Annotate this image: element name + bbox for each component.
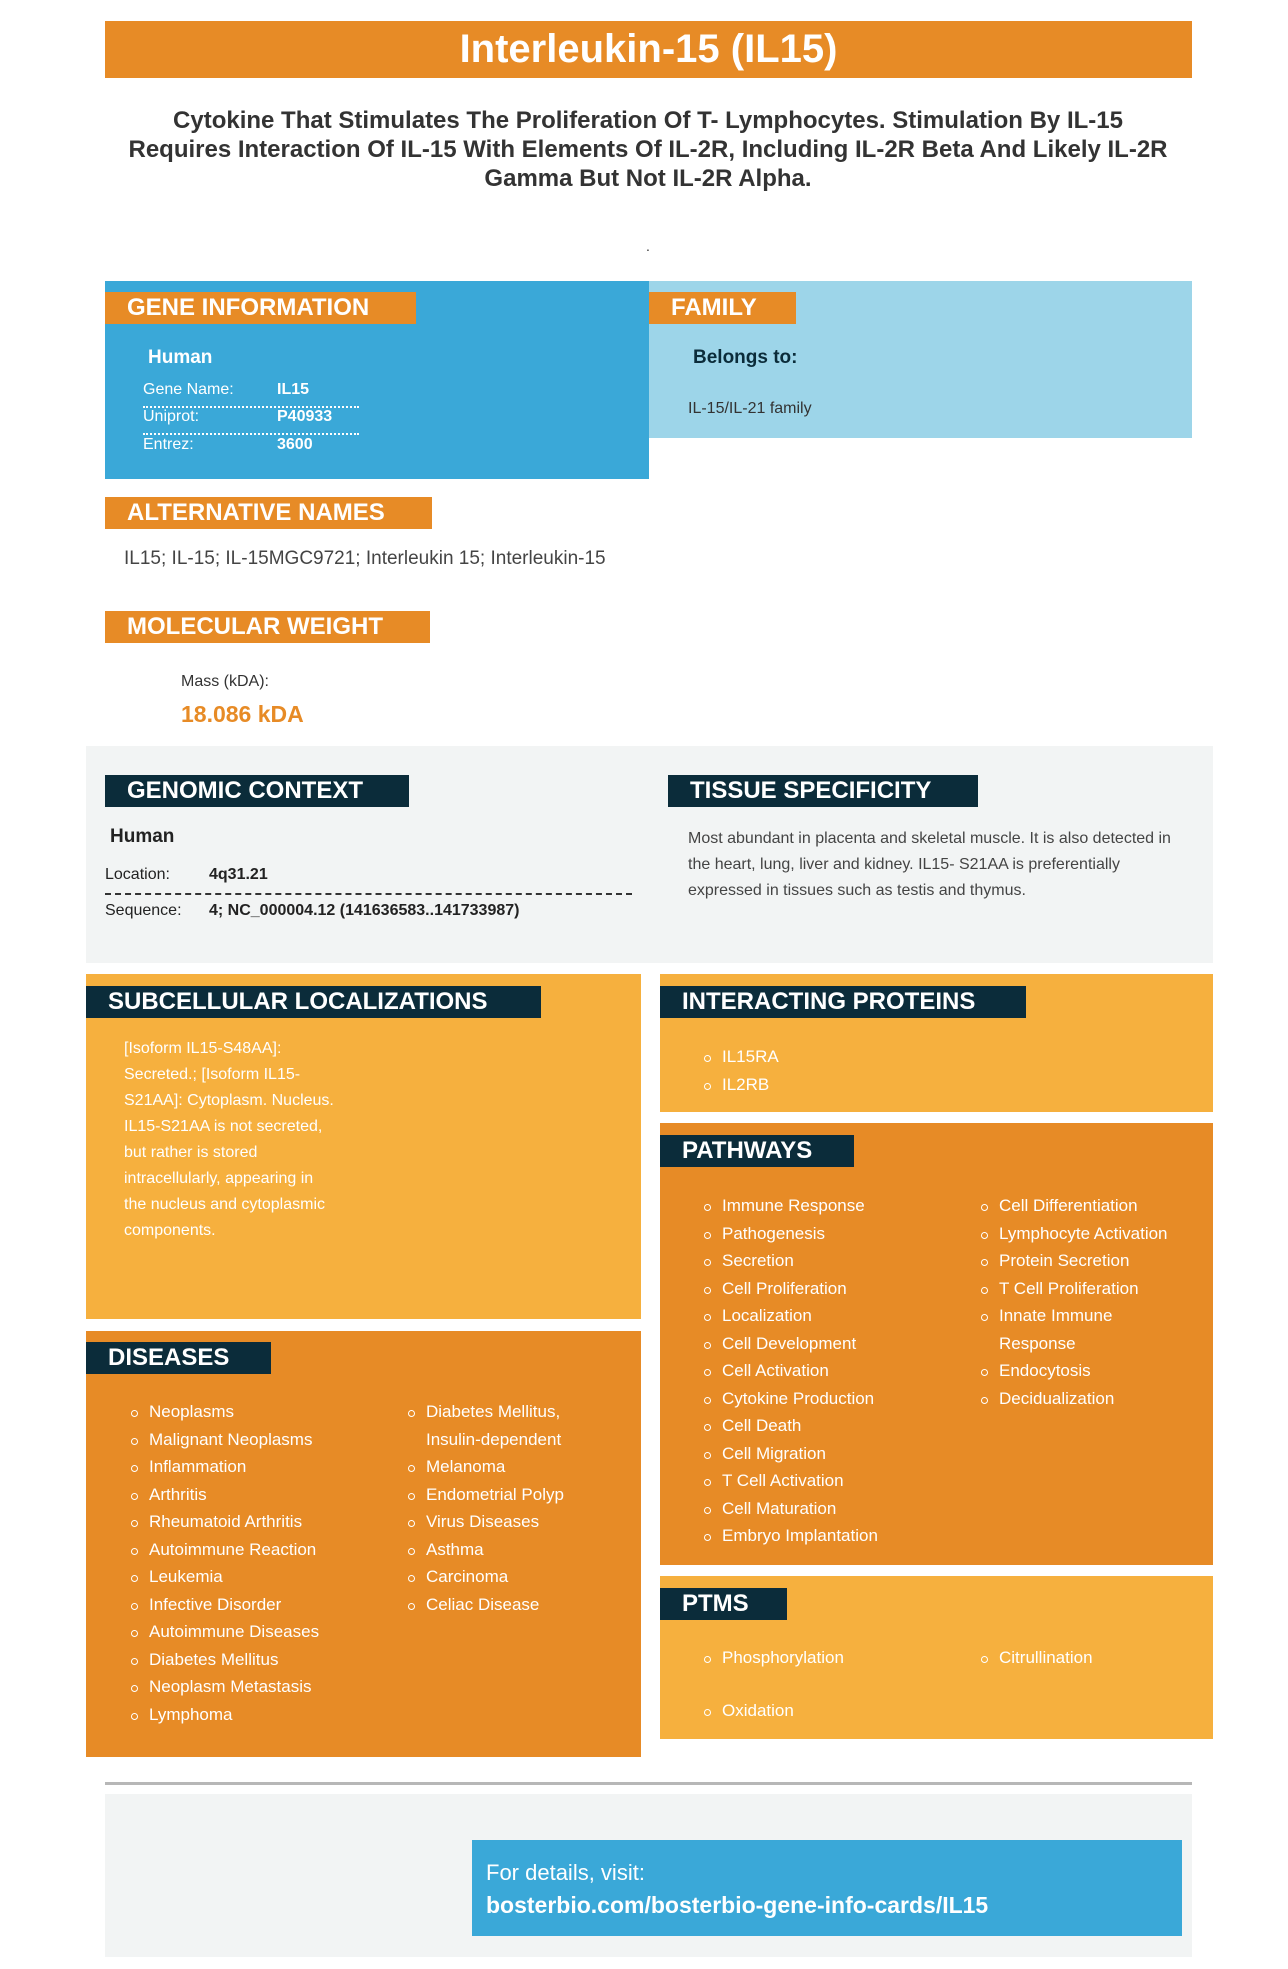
sequence-label: Sequence: bbox=[105, 902, 182, 919]
details-label: For details, visit: bbox=[486, 1860, 645, 1885]
list-item: Secretion bbox=[704, 1247, 964, 1275]
list-item: Carcinoma bbox=[408, 1563, 608, 1591]
list-item: Diabetes Mellitus bbox=[131, 1646, 381, 1674]
mass-value: 18.086 kDA bbox=[181, 701, 304, 727]
list-item: Diabetes Mellitus, Insulin-dependent bbox=[408, 1398, 608, 1453]
list-item: Asthma bbox=[408, 1536, 608, 1564]
list-item: Lymphocyte Activation bbox=[981, 1220, 1186, 1248]
pathways-list-col1 bbox=[704, 1192, 964, 1550]
location-label: Location: bbox=[105, 866, 170, 883]
list-item: Lymphoma bbox=[131, 1701, 381, 1729]
list-item: IL15RA bbox=[704, 1043, 1004, 1071]
sequence-row bbox=[105, 902, 632, 924]
list-item: Celiac Disease bbox=[408, 1591, 608, 1619]
family-value: IL-15/IL-21 family bbox=[688, 400, 812, 417]
genomic-divider bbox=[105, 893, 632, 895]
genomic-species: Human bbox=[110, 826, 175, 847]
list-item: Cell Activation bbox=[704, 1357, 964, 1385]
location-value: 4q31.21 bbox=[209, 866, 268, 883]
list-item: Innate Immune Response bbox=[981, 1302, 1186, 1357]
family-heading: FAMILY bbox=[649, 292, 796, 324]
uniprot-value: P40933 bbox=[277, 408, 333, 425]
separator-dot: . bbox=[646, 238, 650, 254]
list-item: Protein Secretion bbox=[981, 1247, 1186, 1275]
gene-name-value: IL15 bbox=[277, 381, 310, 398]
gene-information-heading: GENE INFORMATION bbox=[105, 292, 416, 324]
list-item: Melanoma bbox=[408, 1453, 608, 1481]
list-item: Phosphorylation bbox=[704, 1644, 944, 1672]
diseases-list-col2 bbox=[408, 1398, 608, 1618]
diseases-heading: DISEASES bbox=[86, 1342, 271, 1374]
list-item: Immune Response bbox=[704, 1192, 964, 1220]
entrez-label: Entrez: bbox=[143, 436, 194, 453]
list-item: Virus Diseases bbox=[408, 1508, 608, 1536]
details-link-box[interactable] bbox=[472, 1840, 1182, 1936]
interacting-proteins-list bbox=[704, 1043, 1004, 1098]
list-item: Inflammation bbox=[131, 1453, 381, 1481]
list-item: Autoimmune Diseases bbox=[131, 1618, 381, 1646]
diseases-list-col1 bbox=[131, 1398, 381, 1728]
uniprot-label: Uniprot: bbox=[143, 408, 200, 425]
uniprot-row bbox=[143, 408, 359, 435]
subcellular-heading: SUBCELLULAR LOCALIZATIONS bbox=[86, 986, 541, 1018]
list-item: Pathogenesis bbox=[704, 1220, 964, 1248]
list-item: Embryo Implantation bbox=[704, 1522, 964, 1550]
list-item: Cell Migration bbox=[704, 1440, 964, 1468]
genomic-context-heading: GENOMIC CONTEXT bbox=[105, 775, 409, 807]
list-item: Cell Proliferation bbox=[704, 1275, 964, 1303]
gene-name-row bbox=[143, 381, 359, 408]
molecular-weight-heading: MOLECULAR WEIGHT bbox=[105, 611, 430, 643]
list-item: Endocytosis bbox=[981, 1357, 1186, 1385]
alternative-names-text: IL15; IL-15; IL-15MGC9721; Interleukin 15; Interleukin-15 bbox=[124, 548, 606, 569]
list-item: T Cell Proliferation bbox=[981, 1275, 1186, 1303]
details-url-link[interactable]: bosterbio.com/bosterbio-gene-info-cards/IL15 bbox=[486, 1892, 989, 1918]
ptms-heading: PTMS bbox=[660, 1588, 787, 1620]
location-row bbox=[105, 866, 632, 888]
ptms-list-col2 bbox=[981, 1644, 1181, 1672]
interacting-proteins-heading: INTERACTING PROTEINS bbox=[660, 986, 1026, 1018]
family-belongs-label: Belongs to: bbox=[693, 347, 798, 368]
tissue-specificity-heading: TISSUE SPECIFICITY bbox=[668, 775, 978, 807]
page-title: Interleukin-15 (IL15) bbox=[105, 21, 1192, 78]
list-item: Cell Death bbox=[704, 1412, 964, 1440]
list-item: Endometrial Polyp bbox=[408, 1481, 608, 1509]
list-item: Malignant Neoplasms bbox=[131, 1426, 381, 1454]
pathways-list-col2 bbox=[981, 1192, 1186, 1412]
list-item: Leukemia bbox=[131, 1563, 381, 1591]
list-item: IL2RB bbox=[704, 1071, 1004, 1099]
gene-name-label: Gene Name: bbox=[143, 381, 234, 398]
list-item: Cytokine Production bbox=[704, 1385, 964, 1413]
list-item: Autoimmune Reaction bbox=[131, 1536, 381, 1564]
list-item: Localization bbox=[704, 1302, 964, 1330]
entrez-row bbox=[143, 436, 359, 461]
list-item: Neoplasms bbox=[131, 1398, 381, 1426]
list-item: Citrullination bbox=[981, 1644, 1181, 1672]
list-item: Infective Disorder bbox=[131, 1591, 381, 1619]
tissue-specificity-text: Most abundant in placenta and skeletal muscle. It is also detected in the heart, lung, liver and kidney. IL15- S21AA is preferentially expressed in tissues such as testis and thymus. bbox=[688, 830, 1171, 899]
sequence-value: 4; NC_000004.12 (141636583..141733987) bbox=[209, 902, 520, 919]
subcellular-text: [Isoform IL15-S48AA]: Secreted.; [Isoform IL15-S21AA]: Cytoplasm. Nucleus. IL15-S21AA is not secreted, but rather is stored intracellularly, appearing in the nucleus and cytoplasmic components. bbox=[124, 1040, 334, 1239]
list-item: T Cell Activation bbox=[704, 1467, 964, 1495]
list-item: Decidualization bbox=[981, 1385, 1186, 1413]
list-item: Cell Differentiation bbox=[981, 1192, 1186, 1220]
ptms-list-col1 bbox=[704, 1644, 944, 1724]
list-item: Arthritis bbox=[131, 1481, 381, 1509]
list-item: Neoplasm Metastasis bbox=[131, 1673, 381, 1701]
gene-species: Human bbox=[148, 347, 213, 368]
gene-summary: Cytokine That Stimulates The Proliferation Of T- Lymphocytes. Stimulation By IL-15 Requires Interaction Of IL-15 With Elements Of IL-2R, Including IL-2R Beta And Likely IL-2R Gamma But Not IL-2R Alpha. bbox=[128, 107, 1168, 192]
mass-label: Mass (kDA): bbox=[181, 673, 269, 690]
list-item: Rheumatoid Arthritis bbox=[131, 1508, 381, 1536]
entrez-value: 3600 bbox=[277, 436, 313, 453]
list-item: Cell Development bbox=[704, 1330, 964, 1358]
list-item: Cell Maturation bbox=[704, 1495, 964, 1523]
pathways-heading: PATHWAYS bbox=[660, 1135, 854, 1167]
alternative-names-heading: ALTERNATIVE NAMES bbox=[105, 497, 432, 529]
list-item: Oxidation bbox=[704, 1697, 944, 1725]
footer-divider bbox=[105, 1782, 1192, 1785]
